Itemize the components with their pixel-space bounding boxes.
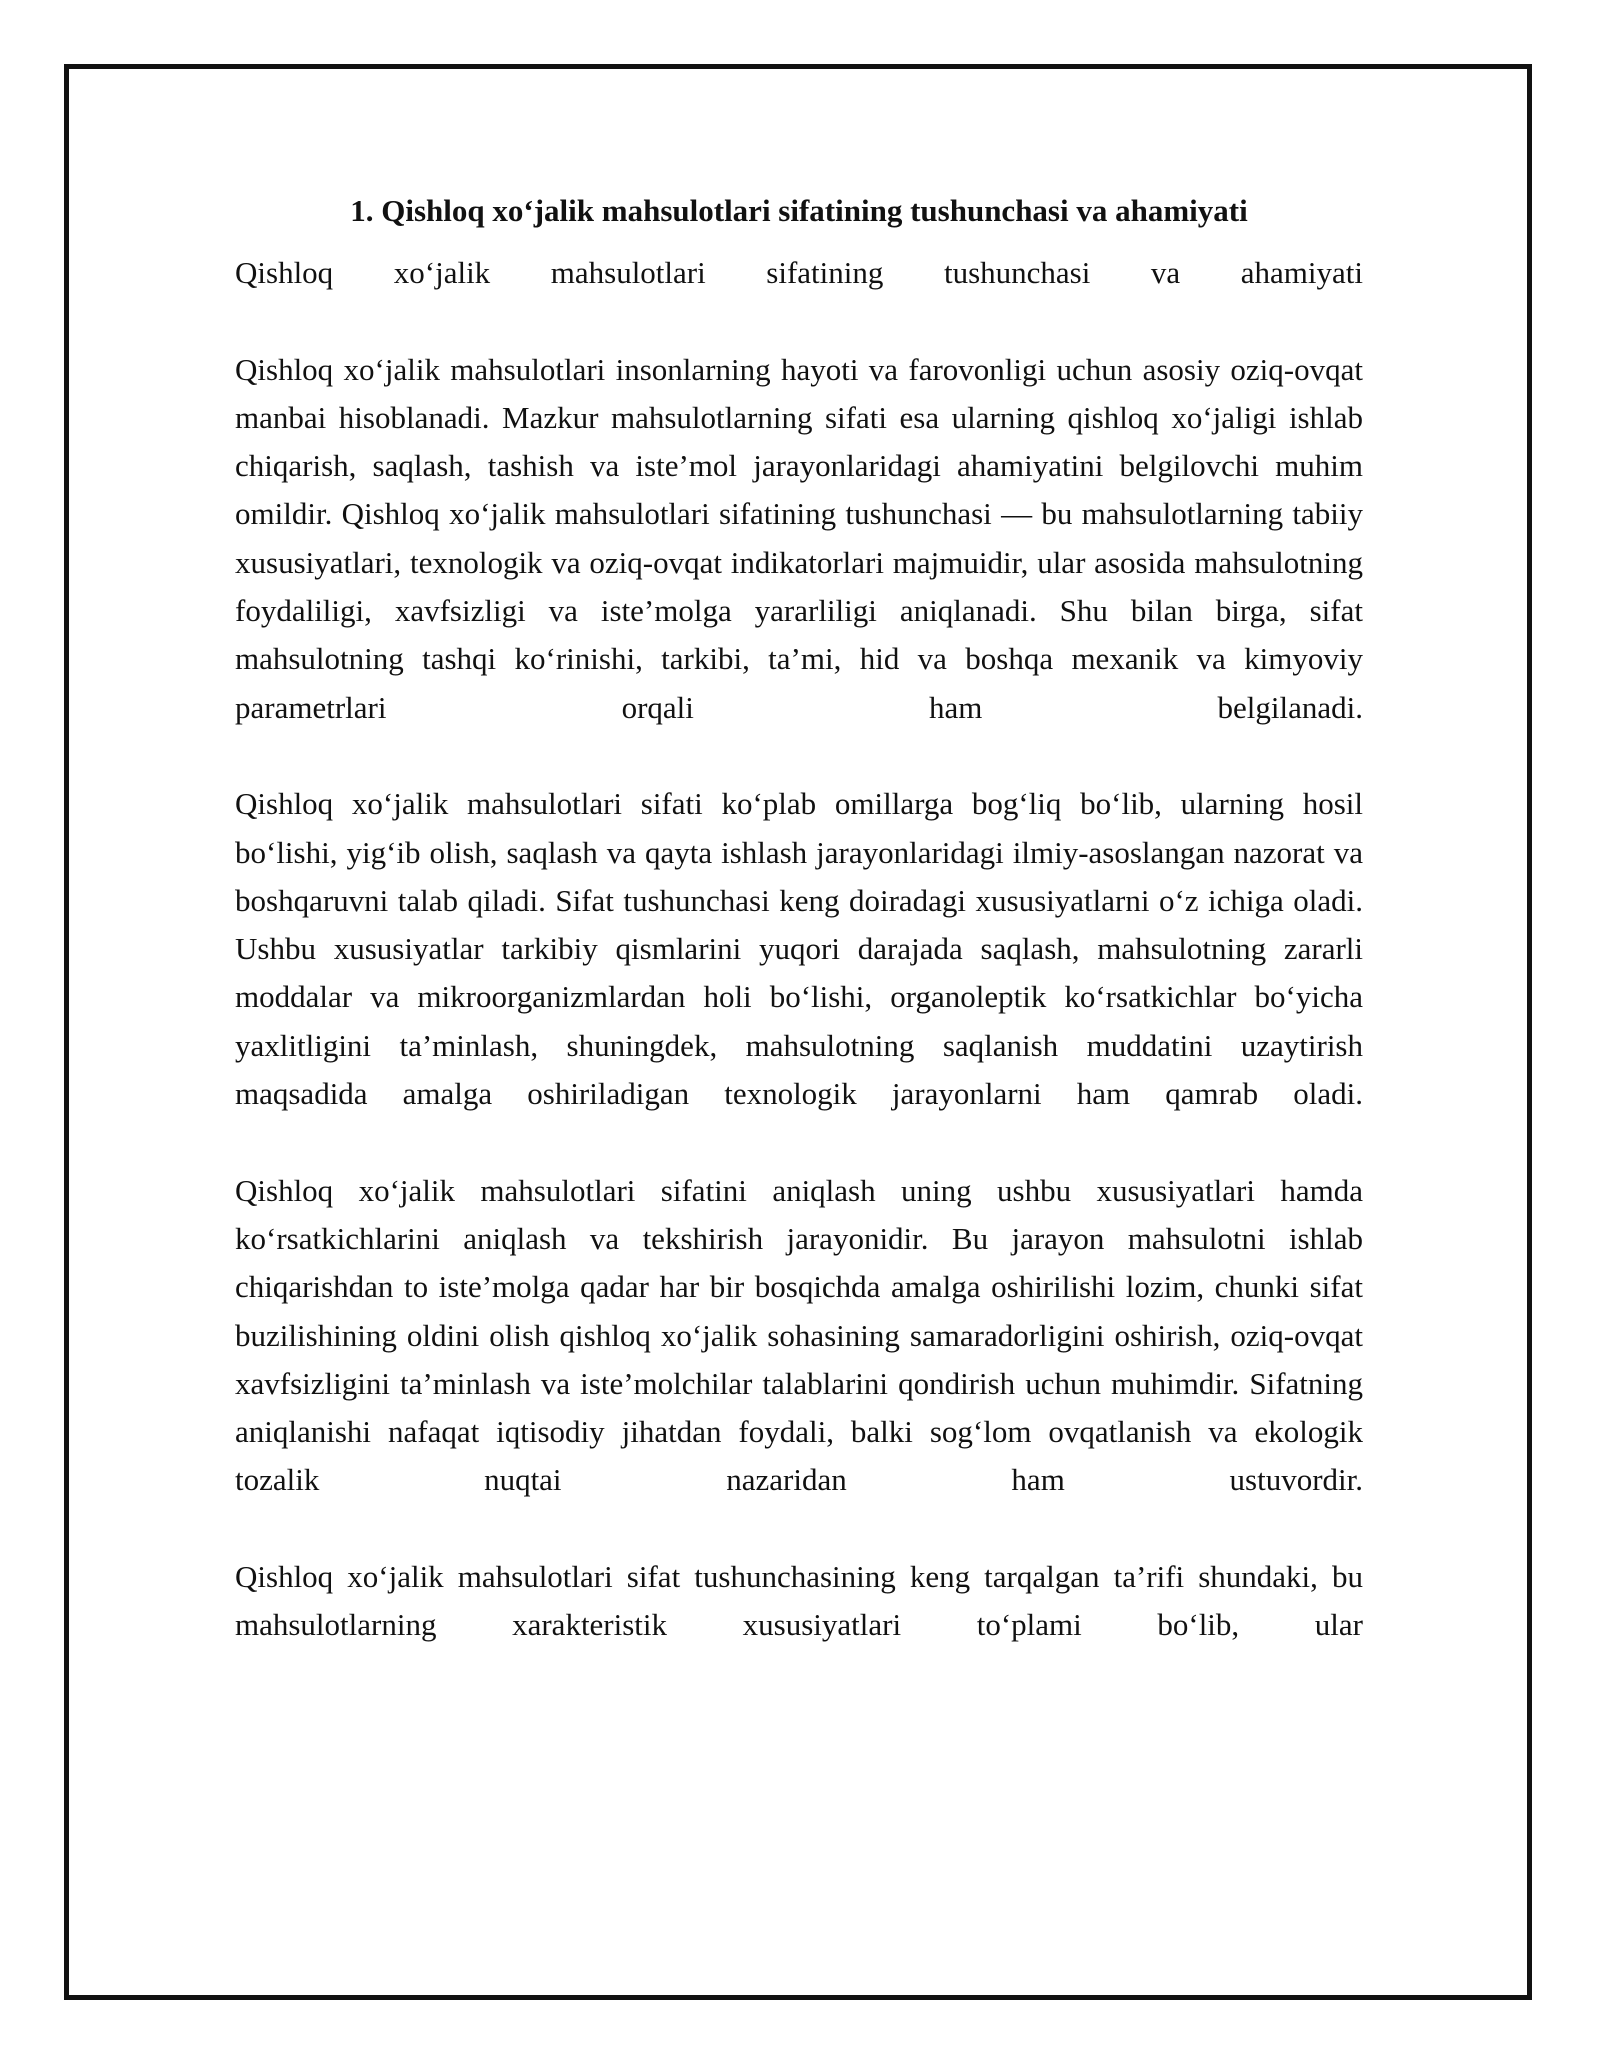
paragraph-subtitle: Qishloq xo‘jalik mahsulotlari sifatining tushunchasi va ahamiyati <box>235 255 1363 290</box>
paragraph-2: Qishloq xo‘jalik mahsulotlari sifati ko‘plab omillarga bog‘liq bo‘lib, ularning hosil bo‘lishi, yig‘ib olish, saqlash va qayta ishlash jarayonlaridagi ilmiy-asoslangan nazorat va boshqaruvni talab qiladi. Sifat tushunchasi keng doiradagi xususiyatlarni o‘z ichiga oladi. Ushbu xususiyatlar tarkibiy qismlarini yuqori darajada saqlash, mahsulotning zararli moddalar va mikroorganizmlardan holi bo‘lishi, organoleptik ko‘rsatkichlar bo‘yicha yaxlitligini ta’minlash, shuningdek, mahsulotning saqlanish muddatini uzaytirish maqsadida amalga oshiriladigan texnologik jarayonlarni ham qamrab oladi. <box>235 786 1363 1112</box>
document-body <box>235 185 1363 1698</box>
paragraph-3: Qishloq xo‘jalik mahsulotlari sifatini aniqlash uning ushbu xususiyatlari hamda ko‘rsatkichlarini aniqlash va tekshirish jarayonidir. Bu jarayon mahsulotni ishlab chiqarishdan to iste’molga qadar har bir bosqichda amalga oshirilishi lozim, chunki sifat buzilishining oldini olish qishloq xo‘jalik sohasining samaradorligini oshirish, oziq-ovqat xavfsizligini ta’minlash va iste’molchilar talablarini qondirish uchun muhimdir. Sifatning aniqlanishi nafaqat iqtisodiy jihatdan foydali, balki sog‘lom ovqatlanish va ekologik tozalik nuqtai nazaridan ham ustuvordir. <box>235 1172 1363 1498</box>
paragraph-1: Qishloq xo‘jalik mahsulotlari insonlarning hayoti va farovonligi uchun asosiy oziq-ovqat manbai hisoblanadi. Mazkur mahsulotlarning sifati esa ularning qishloq xo‘jaligi ishlab chiqarish, saqlash, tashish va iste’mol jarayonlaridagi ahamiyatini belgilovchi muhim omildir. Qishloq xo‘jalik mahsulotlari sifatining tushunchasi — bu mahsulotlarning tabiiy xususiyatlari, texnologik va oziq-ovqat indikatorlari majmuidir, ular asosida mahsulotning foydaliligi, xavfsizligi va iste’molga yararliligi aniqlanadi. Shu bilan birga, sifat mahsulotning tashqi ko‘rinishi, tarkibi, ta’mi, hid va boshqa mexanik va kimyoviy parametrlari orqali ham belgilanadi. <box>235 351 1363 725</box>
section-heading: 1. Qishloq xo‘jalik mahsulotlari sifatining tushunchasi va ahamiyati <box>350 193 1248 228</box>
paragraph-4: Qishloq xo‘jalik mahsulotlari sifat tushunchasining keng tarqalgan ta’rifi shundaki, bu mahsulotlarning xarakteristik xususiyatlari to‘plami bo‘lib, ular <box>235 1559 1363 1643</box>
